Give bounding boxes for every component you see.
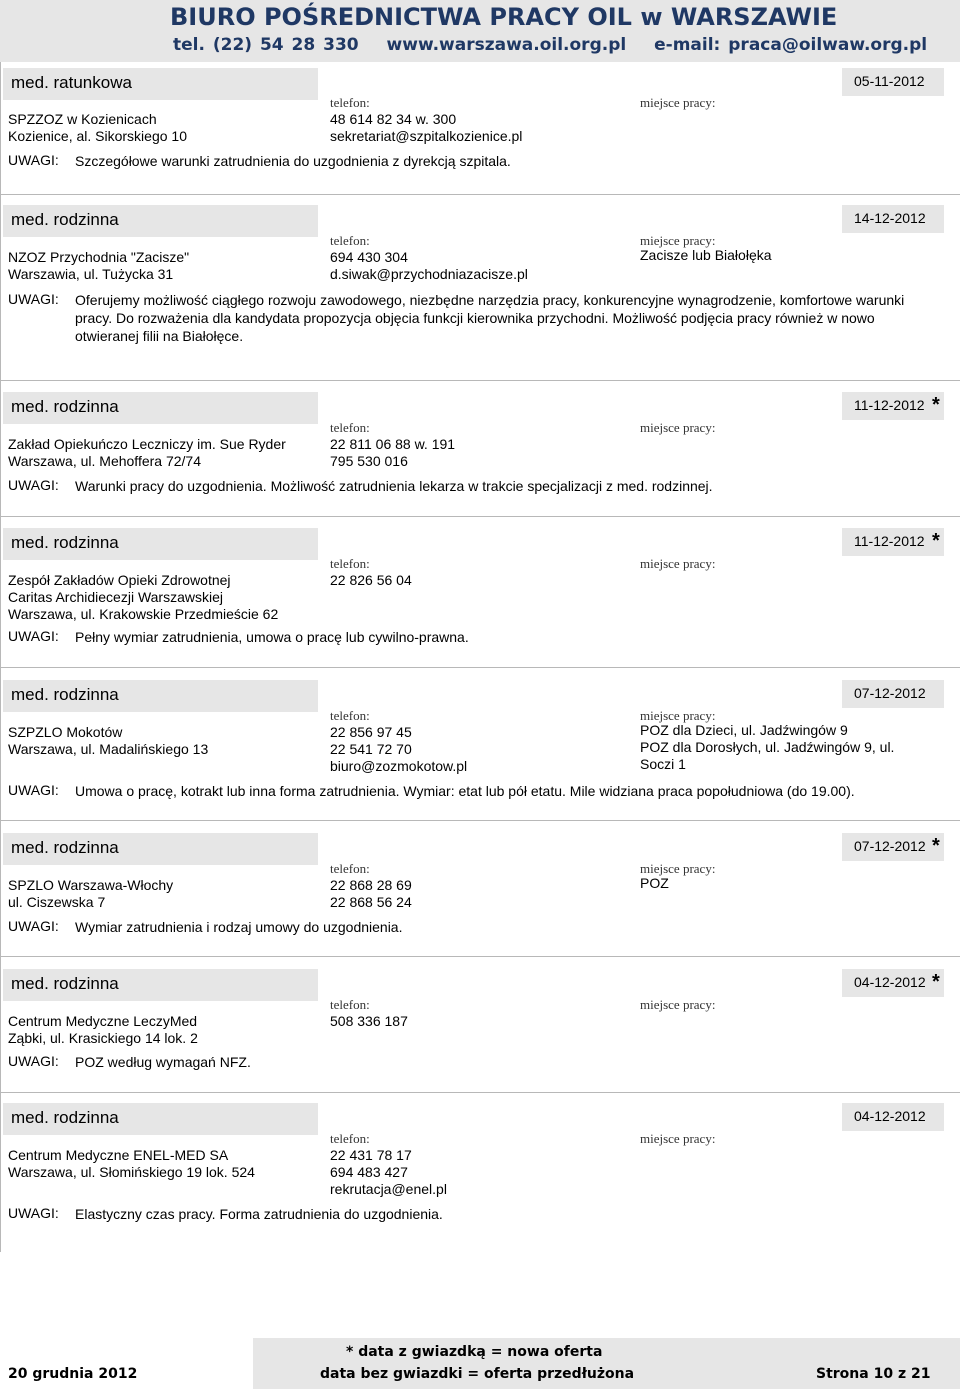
page-header (0, 0, 960, 62)
date-bar (842, 528, 944, 556)
notes-label: UWAGI: (8, 782, 59, 798)
employer-line: SZPZLO Mokotów (8, 724, 123, 740)
contact-line: sekretariat@szpitalkozienice.pl (330, 128, 523, 144)
phone-label: telefon: (330, 556, 370, 571)
phone-label: telefon: (330, 997, 370, 1012)
phone-label: telefon: (330, 233, 370, 248)
footer-legend-new: * data z gwiazdką = nowa oferta (346, 1344, 603, 1360)
offer-notes: Pełny wymiar zatrudnienia, umowa o pracę lub cywilno-prawna. (75, 629, 469, 645)
new-offer-star: * (932, 530, 940, 552)
offer-notes: Warunki pracy do uzgodnienia. Możliwość zatrudnienia lekarza w trakcie specjalizacji z med. rodzinnej. (75, 478, 713, 494)
offer-date: 07-12-2012 (854, 838, 926, 854)
notes-label: UWAGI: (8, 152, 59, 168)
employer (8, 249, 189, 283)
specialty-bar (3, 969, 318, 1001)
specialty-name: med. ratunkowa (11, 73, 132, 92)
contact-line: 795 530 016 (330, 453, 408, 469)
specialty-bar (3, 68, 318, 100)
employer (8, 436, 286, 470)
offer-notes: Umowa o pracę, kotrakt lub inna forma zatrudnienia. Wymiar: etat lub pół etatu. Mile widziana praca popołudniowa (do 19.00). (75, 783, 855, 799)
employer (8, 1147, 255, 1181)
specialty-name: med. rodzinna (11, 533, 119, 552)
specialty-name: med. rodzinna (11, 974, 119, 993)
workplace-label: miejsce pracy: (640, 861, 716, 876)
workplace-line: Zacisze lub Białołęka (640, 247, 772, 263)
offer-date: 11-12-2012 (854, 397, 925, 413)
contact (330, 877, 412, 911)
workplace-label: miejsce pracy: (640, 233, 716, 248)
phone-label: telefon: (330, 1131, 370, 1146)
notes-label: UWAGI: (8, 1205, 59, 1221)
office-contact (173, 35, 947, 55)
date-bar (842, 969, 944, 997)
page-number: Strona 10 z 21 (816, 1366, 931, 1382)
employer-line: Warszawia, ul. Tużycka 31 (8, 266, 174, 282)
employer-line: Warszawa, ul. Mehoffera 72/74 (8, 453, 201, 469)
workplace (640, 247, 772, 264)
workplace-line: POZ (640, 875, 669, 891)
employer-line: NZOZ Przychodnia "Zacisze" (8, 249, 190, 265)
workplace-label: miejsce pracy: (640, 708, 716, 723)
contact-line: 22 431 78 17 (330, 1147, 412, 1163)
contact (330, 111, 522, 145)
employer-line: Zakład Opiekuńczo Leczniczy im. Sue Ryder (8, 436, 286, 452)
specialty-bar (3, 205, 318, 237)
employer (8, 724, 208, 758)
contact-line: rekrutacja@enel.pl (330, 1181, 447, 1197)
workplace (640, 875, 669, 892)
specialty-bar (3, 392, 318, 424)
offer-date: 05-11-2012 (854, 73, 925, 89)
employer-line: Centrum Medyczne ENEL-MED SA (8, 1147, 229, 1163)
contact (330, 1013, 408, 1030)
date-bar (842, 833, 944, 861)
footer-legend-extended: data bez gwiazdki = oferta przedłużona (320, 1366, 635, 1382)
new-offer-star: * (932, 835, 940, 857)
phone-label: telefon: (330, 420, 370, 435)
offer-notes: Wymiar zatrudnienia i rodzaj umowy do uzgodnienia. (75, 919, 403, 935)
phone-label: telefon: (330, 708, 370, 723)
contact (330, 572, 412, 589)
employer-line: Warszawa, ul. Krakowskie Przedmieście 62 (8, 606, 279, 622)
employer (8, 111, 187, 145)
workplace-line: POZ dla Dorosłych, ul. Jadźwingów 9, ul. (640, 739, 895, 755)
specialty-name: med. rodzinna (11, 397, 119, 416)
specialty-name: med. rodzinna (11, 210, 119, 229)
date-bar (842, 68, 944, 96)
offer-divider (0, 194, 960, 195)
notes-label: UWAGI: (8, 291, 59, 307)
office-title: BIURO POŚREDNICTWA PRACY OIL w WARSZAWIE (170, 3, 838, 31)
employer-line: Zespół Zakładów Opieki Zdrowotnej (8, 572, 231, 588)
contact-line: biuro@zozmokotow.pl (330, 758, 468, 774)
offer-date: 04-12-2012 (854, 1108, 926, 1124)
phone-label: telefon: (330, 95, 370, 110)
notes-label: UWAGI: (8, 1053, 59, 1069)
job-offer (0, 833, 960, 958)
employer-line: Warszawa, ul. Słomińskiego 19 lok. 524 (8, 1164, 255, 1180)
employer-line: ul. Ciszewska 7 (8, 894, 106, 910)
specialty-bar (3, 833, 318, 865)
date-bar (842, 1103, 944, 1131)
contact-line: 694 430 304 (330, 249, 408, 265)
contact-line: 694 483 427 (330, 1164, 408, 1180)
specialty-bar (3, 528, 318, 560)
offer-date: 14-12-2012 (854, 210, 926, 226)
notes-label: UWAGI: (8, 477, 59, 493)
employer-line: Kozienice, al. Sikorskiego 10 (8, 128, 187, 144)
job-offer (0, 528, 960, 668)
specialty-bar (3, 1103, 318, 1135)
job-offer (0, 1103, 960, 1245)
offer-date: 07-12-2012 (854, 685, 926, 701)
job-offer (0, 205, 960, 344)
employer (8, 572, 278, 623)
offer-date: 04-12-2012 (854, 974, 926, 990)
contact-line: d.siwak@przychodniazacisze.pl (330, 266, 528, 282)
workplace (640, 722, 894, 773)
specialty-name: med. rodzinna (11, 838, 119, 857)
workplace-label: miejsce pracy: (640, 95, 716, 110)
employer-line: Warszawa, ul. Madalińskiego 13 (8, 741, 209, 757)
offer-date: 11-12-2012 (854, 533, 925, 549)
date-bar (842, 205, 944, 233)
job-offer (0, 392, 960, 517)
office-email: e-mail: praca@oilwaw.org.pl (654, 35, 928, 55)
workplace-label: miejsce pracy: (640, 1131, 716, 1146)
job-offer (0, 680, 960, 822)
workplace-label: miejsce pracy: (640, 997, 716, 1012)
contact-line: 22 826 56 04 (330, 572, 412, 588)
contact (330, 1147, 447, 1198)
specialty-bar (3, 680, 318, 712)
employer-line: Centrum Medyczne LeczyMed (8, 1013, 198, 1029)
offer-divider (0, 380, 960, 381)
employer-line: Ząbki, ul. Krasickiego 14 lok. 2 (8, 1030, 198, 1046)
contact-line: 22 541 72 70 (330, 741, 412, 757)
employer (8, 1013, 198, 1047)
job-offer (0, 68, 960, 192)
workplace-line: Soczi 1 (640, 756, 686, 772)
offer-notes: Szczegółowe warunki zatrudnienia do uzgodnienia z dyrekcją szpitala. (75, 153, 511, 169)
footer-date: 20 grudnia 2012 (8, 1366, 138, 1382)
contact (330, 249, 528, 283)
contact (330, 436, 455, 470)
contact-line: 22 856 97 45 (330, 724, 412, 740)
job-offer (0, 969, 960, 1093)
offer-notes: Oferujemy możliwość ciągłego rozwoju zawodowego, niezbędne narzędzia pracy, konkurencyjne wynagrodzenie, komfortowe warunki pracy. Do rozważenia dla kandydata propozycja objęcia funkcji kierownika przychodni. Możliwość podjęcia pracy również w nowo otwieranej filii na Białołęce. (75, 292, 905, 344)
office-phone: tel. (22) 54 28 330 (173, 35, 359, 55)
new-offer-star: * (932, 394, 940, 416)
date-bar (842, 680, 944, 708)
employer-line: SPZZOZ w Kozienicach (8, 111, 157, 127)
contact-line: 508 336 187 (330, 1013, 408, 1029)
notes-label: UWAGI: (8, 628, 59, 644)
workplace-label: miejsce pracy: (640, 556, 716, 571)
employer-line: SPZLO Warszawa-Włochy (8, 877, 174, 893)
office-website: www.warszawa.oil.org.pl (386, 35, 627, 55)
employer (8, 877, 173, 911)
contact-line: 48 614 82 34 w. 300 (330, 111, 457, 127)
employer-line: Caritas Archidiecezji Warszawskiej (8, 589, 223, 605)
offer-notes: POZ według wymagań NFZ. (75, 1054, 251, 1070)
offer-notes: Elastyczny czas pracy. Forma zatrudnienia do uzgodnienia. (75, 1206, 443, 1222)
contact-line: 22 811 06 88 w. 191 (330, 436, 456, 452)
specialty-name: med. rodzinna (11, 1108, 119, 1127)
notes-label: UWAGI: (8, 918, 59, 934)
phone-label: telefon: (330, 861, 370, 876)
workplace-line: POZ dla Dzieci, ul. Jadźwingów 9 (640, 722, 848, 738)
new-offer-star: * (932, 971, 940, 993)
contact-line: 22 868 56 24 (330, 894, 412, 910)
workplace-label: miejsce pracy: (640, 420, 716, 435)
specialty-name: med. rodzinna (11, 685, 119, 704)
date-bar (842, 392, 944, 420)
contact (330, 724, 467, 775)
contact-line: 22 868 28 69 (330, 877, 412, 893)
